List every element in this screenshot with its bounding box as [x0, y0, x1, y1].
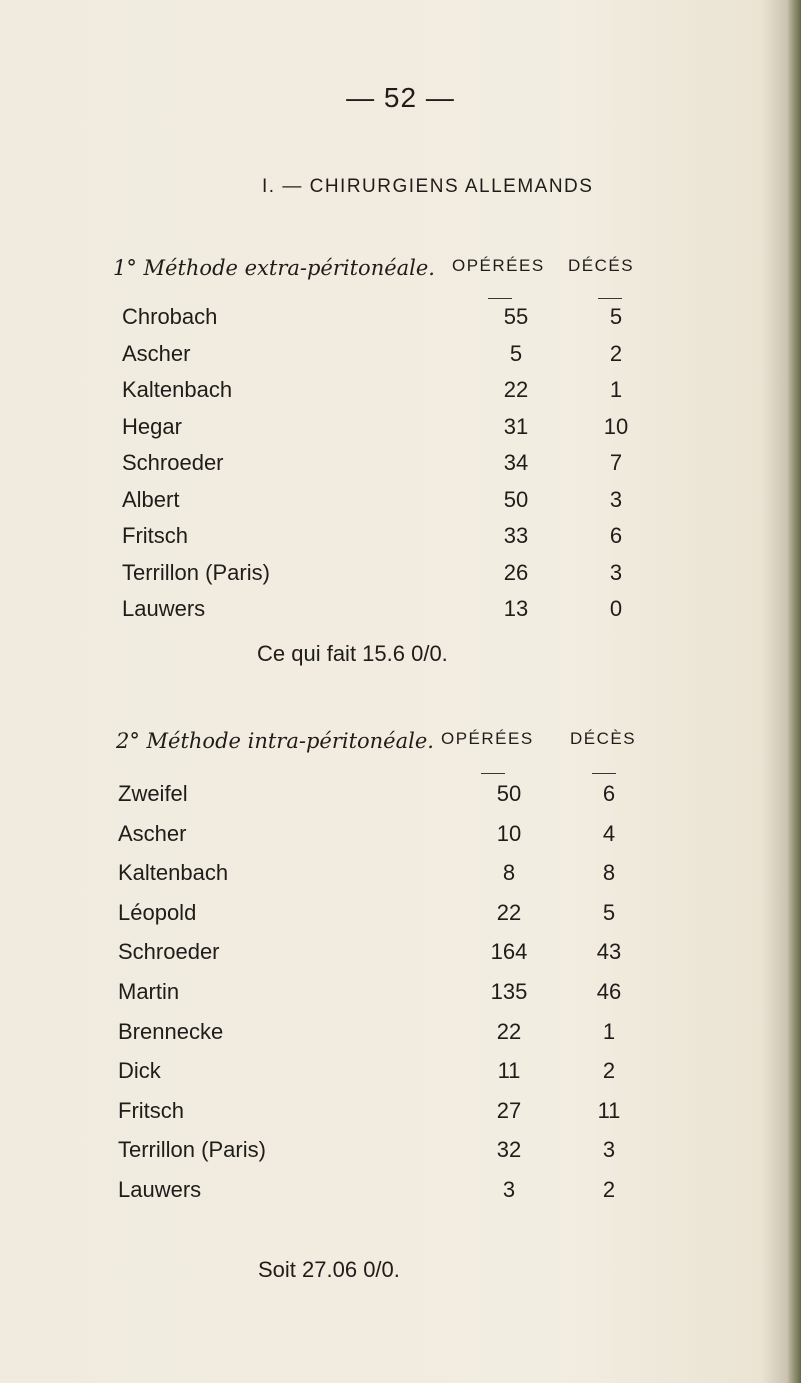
death-count: 2	[609, 340, 623, 366]
surgeon-name: Albert	[122, 486, 180, 512]
surgeon-name: Léopold	[118, 899, 197, 925]
table-header-row	[0, 256, 801, 288]
section-heading: I. — CHIRURGIENS ALLEMANDS	[262, 176, 594, 197]
surgeon-name: Lauwers	[122, 596, 206, 621]
operated-count: 13	[503, 596, 529, 621]
operated-count: 164	[490, 939, 528, 965]
page-edge-shadow	[787, 0, 801, 1383]
surgeon-name: Terrillon (Paris)	[118, 1137, 266, 1163]
method-title: 1° Méthode extra-péritonéale.	[113, 256, 435, 280]
death-count: 5	[609, 304, 623, 329]
operated-count: 31	[503, 413, 529, 439]
surgeon-name: Schroeder	[122, 450, 224, 475]
table-row	[0, 1098, 801, 1132]
table-row	[0, 560, 801, 594]
operated-count: 22	[496, 1018, 522, 1044]
death-count: 8	[602, 860, 616, 886]
operated-count: 33	[503, 523, 529, 548]
operated-count: 50	[503, 486, 529, 512]
surgeon-name: Ascher	[118, 820, 187, 846]
death-count: 6	[609, 523, 623, 548]
death-count: 1	[609, 377, 623, 402]
death-count: 6	[602, 781, 616, 806]
operated-count: 10	[496, 820, 522, 846]
death-count: 0	[609, 596, 623, 621]
column-header-deaths: DÉCÈS	[570, 729, 637, 748]
operated-count: 22	[496, 899, 522, 925]
table-row	[0, 1177, 801, 1211]
death-count: 1	[602, 1018, 616, 1044]
operated-count: 22	[503, 377, 529, 402]
column-header-deaths: DÉCÉS	[568, 256, 635, 275]
table-row	[0, 900, 801, 934]
surgeon-name: Martin	[118, 979, 180, 1004]
page-number: — 52 —	[346, 82, 455, 113]
death-count: 3	[602, 1137, 616, 1163]
column-rule-operated	[481, 773, 505, 774]
surgeon-name: Fritsch	[122, 523, 188, 548]
surgeon-name: Kaltenbach	[122, 377, 233, 402]
table-row	[0, 596, 801, 630]
table-row	[0, 1137, 801, 1171]
table-row	[0, 487, 801, 521]
operated-count: 50	[496, 781, 522, 806]
death-count: 4	[602, 820, 616, 846]
table-row	[0, 781, 801, 815]
table-row	[0, 939, 801, 973]
operated-count: 27	[496, 1097, 522, 1123]
operated-count: 3	[502, 1177, 516, 1202]
surgeon-name: Dick	[118, 1058, 161, 1084]
death-count: 7	[609, 450, 623, 475]
table-row	[0, 1058, 801, 1092]
death-count: 46	[596, 979, 622, 1004]
death-count: 10	[603, 413, 629, 439]
column-rule-deaths	[598, 298, 622, 299]
table-row	[0, 1019, 801, 1053]
operated-count: 135	[490, 979, 528, 1004]
surgeon-name: Hegar	[122, 413, 182, 439]
column-header-operated: OPÉRÉES	[452, 256, 545, 275]
table-row	[0, 979, 801, 1013]
operated-count: 32	[496, 1137, 522, 1163]
table-row	[0, 341, 801, 375]
table-header-row	[0, 729, 801, 761]
table-summary: Soit 27.06 0/0.	[258, 1257, 400, 1282]
surgeon-name: Chrobach	[122, 304, 218, 329]
surgeon-name: Schroeder	[118, 939, 220, 965]
surgeon-name: Terrillon (Paris)	[122, 559, 270, 585]
method-title: 2° Méthode intra-péritonéale.	[116, 729, 434, 753]
death-count: 3	[609, 559, 623, 585]
death-count: 43	[596, 939, 622, 965]
table-row	[0, 414, 801, 448]
death-count: 2	[602, 1177, 616, 1202]
column-rule-operated	[488, 298, 512, 299]
surgeon-name: Ascher	[122, 340, 191, 366]
surgeon-name: Zweifel	[118, 781, 188, 806]
operated-count: 55	[503, 304, 529, 329]
column-header-operated: OPÉRÉES	[441, 729, 534, 748]
table-summary: Ce qui fait 15.6 0/0.	[257, 641, 448, 666]
table-row	[0, 450, 801, 484]
table-row	[0, 377, 801, 411]
death-count: 5	[602, 899, 616, 925]
surgeon-name: Kaltenbach	[118, 860, 229, 886]
table-row	[0, 821, 801, 855]
death-count: 11	[597, 1097, 621, 1123]
column-rule-deaths	[592, 773, 616, 774]
table-row	[0, 523, 801, 557]
operated-count: 26	[503, 559, 529, 585]
surgeon-name: Lauwers	[118, 1177, 202, 1202]
operated-count: 5	[509, 340, 523, 366]
surgeon-name: Brennecke	[118, 1018, 224, 1044]
surgeon-name: Fritsch	[118, 1097, 184, 1123]
operated-count: 8	[502, 860, 516, 886]
operated-count: 11	[497, 1058, 521, 1084]
operated-count: 34	[503, 450, 529, 475]
death-count: 2	[602, 1058, 616, 1084]
death-count: 3	[609, 486, 623, 512]
table-row	[0, 304, 801, 338]
table-row	[0, 860, 801, 894]
